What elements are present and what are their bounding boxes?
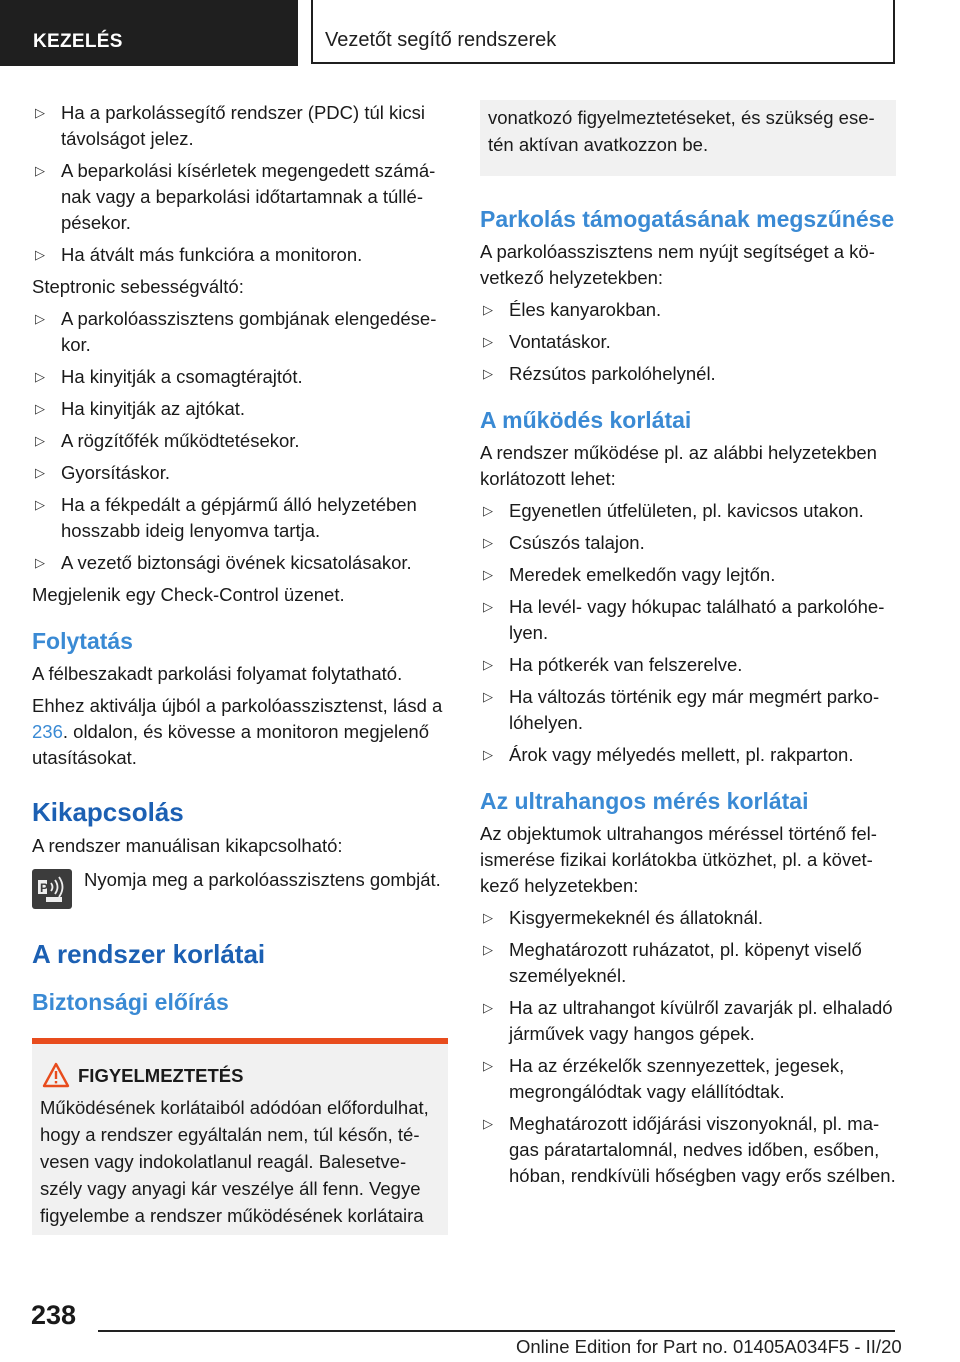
list-item: ▷ Gyorsításkor. xyxy=(32,460,448,486)
list-item: ▷ Kisgyermekeknél és állatoknál. xyxy=(480,905,896,931)
heading-ultrahangos-meres-korlatai: Az ultrahangos mérés korlátai xyxy=(480,788,809,814)
heading-parkolas-megszunese: Parkolás támogatásának megszűnése xyxy=(480,206,895,232)
heading-kikapcsolas: Kikapcsolás xyxy=(32,797,184,827)
triangle-bullet-icon: ▷ xyxy=(35,247,45,262)
triangle-bullet-icon: ▷ xyxy=(35,497,45,512)
triangle-bullet-icon: ▷ xyxy=(483,366,493,381)
triangle-bullet-icon: ▷ xyxy=(483,334,493,349)
left-column xyxy=(32,100,448,1235)
page-number: 238 xyxy=(31,1300,77,1330)
list-item: ▷ A rögzítőfék működtetésekor. xyxy=(32,428,448,454)
heading-biztonsagi-eloiras: Biztonsági előírás xyxy=(32,989,229,1015)
folytatas-paragraph-2: Ehhez aktiválja újból a parkolóasszisztenst, lásd a 236. oldalon, és kövesse a monitoron megjelenő utasításokat. xyxy=(32,695,443,768)
list-item: ▷ Ha átvált más funkcióra a monitoron. xyxy=(32,242,448,268)
triangle-bullet-icon: ▷ xyxy=(35,465,45,480)
bullet-list-mukodes xyxy=(480,498,896,768)
list-item: ▷ Ha pótkerék van felszerelve. xyxy=(480,652,896,678)
mukodes-paragraph: A rendszer működése pl. az alábbi helyzetekben korlátozott lehet: xyxy=(480,442,877,489)
triangle-bullet-icon: ▷ xyxy=(483,689,493,704)
page-header xyxy=(0,0,960,66)
triangle-bullet-icon: ▷ xyxy=(483,657,493,672)
bullet-list-megszunes xyxy=(480,297,896,387)
folytatas-paragraph-1: A félbeszakadt parkolási folyamat folytatható. xyxy=(32,663,403,684)
button-instruction-text: Nyomja meg a parkolóasszisztens gombját. xyxy=(84,869,441,890)
warning-body: Működésének korlátaiból adódóan előfordulhat, hogy a rendszer egyáltalán nem, túl későn, tévesen vagy indokolatlanul reagál. Balesetveszély vagy anyagi kár veszélye áll fenn. Vegye figyelembe a rendszer működésének korlátaira xyxy=(40,1097,429,1226)
list-item: ▷ Vontatáskor. xyxy=(480,329,896,355)
park-assist-button-icon xyxy=(32,869,72,909)
list-item: ▷ Ha változás történik egy már megmért parkolóhelyen. xyxy=(483,686,880,733)
megszunes-paragraph: A parkolóasszisztens nem nyújt segítséget a következő helyzetekben: xyxy=(480,241,875,288)
triangle-bullet-icon: ▷ xyxy=(35,369,45,384)
list-item: ▷ Ha az érzékelők szennyezettek, jegesek, megrongálódtak vagy elállítódtak. xyxy=(483,1055,845,1102)
triangle-bullet-icon: ▷ xyxy=(35,433,45,448)
list-item: ▷ Rézsútos parkolóhelynél. xyxy=(480,361,896,387)
warning-box-continued: vonatkozó figyelmeztetéseket, és szükség esetén aktívan avatkozzon be. xyxy=(480,100,896,176)
list-item: ▷ Egyenetlen útfelületen, pl. kavicsos utakon. xyxy=(480,498,896,524)
page-reference-link[interactable]: 236 xyxy=(32,721,63,742)
list-item: ▷ Ha kinyitják az ajtókat. xyxy=(32,396,448,422)
triangle-bullet-icon: ▷ xyxy=(35,555,45,570)
triangle-bullet-icon: ▷ xyxy=(483,503,493,518)
heading-mukodes-korlatai: A működés korlátai xyxy=(480,407,692,433)
ultra-paragraph: Az objektumok ultrahangos méréssel történő felismerése fizikai korlátokba ütközhet, pl. a következő helyzetekben: xyxy=(480,823,877,896)
list-item: ▷ Meredek emelkedőn vagy lejtőn. xyxy=(480,562,896,588)
list-item: ▷ Ha a fékpedált a gépjármű álló helyzetében hosszabb ideig lenyomva tartja. xyxy=(35,494,417,541)
list-item: ▷ A vezető biztonsági övének kicsatolásakor. xyxy=(32,550,448,576)
steptronic-label: Steptronic sebességváltó: xyxy=(32,276,244,297)
triangle-bullet-icon: ▷ xyxy=(483,567,493,582)
list-item: ▷ Árok vagy mélyedés mellett, pl. rakparton. xyxy=(480,742,896,768)
kikapcsolas-paragraph: A rendszer manuálisan kikapcsolható: xyxy=(32,835,343,856)
list-item: ▷ Ha az ultrahangot kívülről zavarják pl. elhaladó járművek vagy hangos gépek. xyxy=(483,997,893,1044)
edition-text: Online Edition for Part no. 01405A034F5 - II/20 xyxy=(516,1336,902,1357)
check-control-text: Megjelenik egy Check-Control üzenet. xyxy=(32,584,345,605)
right-column xyxy=(480,100,896,1195)
triangle-bullet-icon: ▷ xyxy=(483,599,493,614)
list-item: ▷ Éles kanyarokban. xyxy=(480,297,896,323)
triangle-bullet-icon: ▷ xyxy=(483,1116,493,1131)
triangle-bullet-icon: ▷ xyxy=(35,105,45,120)
triangle-bullet-icon: ▷ xyxy=(483,1000,493,1015)
list-item: ▷ A parkolóasszisztens gombjának elengedésekor. xyxy=(35,308,437,355)
list-item: ▷ Meghatározott időjárási viszonyoknál, pl. magas páratartalomnál, nedves időben, esőben, hóban, rendkívüli hőségben vagy erős szélben. xyxy=(483,1113,896,1186)
triangle-bullet-icon: ▷ xyxy=(35,401,45,416)
triangle-bullet-icon: ▷ xyxy=(483,910,493,925)
triangle-bullet-icon: ▷ xyxy=(483,302,493,317)
section-tab: KEZELÉS xyxy=(0,0,298,66)
list-item: ▷ Csúszós talajon. xyxy=(480,530,896,556)
bullet-list-ultra xyxy=(480,905,896,1189)
list-item: ▷ Meghatározott ruházatot, pl. köpenyt viselő személyeknél. xyxy=(483,939,862,986)
list-item: ▷ Ha levél- vagy hókupac található a parkolóhelyen. xyxy=(483,596,885,643)
warning-title: FIGYELMEZTETÉS xyxy=(78,1064,440,1088)
bullet-list-steptronic xyxy=(32,306,448,576)
warning-triangle-icon xyxy=(42,1062,70,1088)
button-instruction-row xyxy=(32,867,448,913)
svg-text:P: P xyxy=(40,881,49,895)
bullet-list-abort xyxy=(32,100,448,268)
triangle-bullet-icon: ▷ xyxy=(483,942,493,957)
chapter-title: Vezetőt segítő rendszerek xyxy=(311,0,895,64)
footer-divider xyxy=(98,1330,895,1332)
heading-folytatas: Folytatás xyxy=(32,628,133,654)
list-item: ▷ Ha a parkolássegítő rendszer (PDC) túl kicsi távolságot jelez. xyxy=(35,102,425,149)
list-item: ▷ Ha kinyitják a csomagtérajtót. xyxy=(32,364,448,390)
triangle-bullet-icon: ▷ xyxy=(483,747,493,762)
triangle-bullet-icon: ▷ xyxy=(483,1058,493,1073)
heading-rendszer-korlatai: A rendszer korlátai xyxy=(32,939,266,969)
triangle-bullet-icon: ▷ xyxy=(483,535,493,550)
triangle-bullet-icon: ▷ xyxy=(35,311,45,326)
warning-box xyxy=(32,1038,448,1235)
list-item: ▷ A beparkolási kísérletek megengedett számának vagy a beparkolási időtartamnak a túllépésekor. xyxy=(35,160,436,233)
triangle-bullet-icon: ▷ xyxy=(35,163,45,178)
